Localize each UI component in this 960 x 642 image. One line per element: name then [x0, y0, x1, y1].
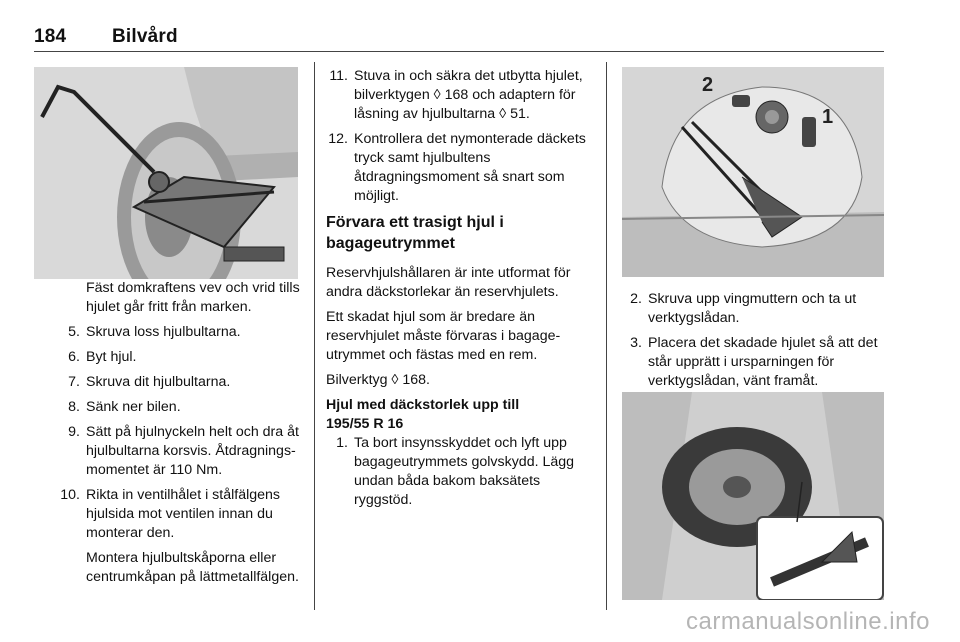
list-item: 10. Rikta in ventilhålet i stålfälgens hjulsida mot ventilen innan du monterar den.: [60, 487, 280, 541]
list-item: 1. Ta bort insynsskyddet och lyft upp bagageutrymmets golvskydd. Lägg undan båda bakom baksätets ryggstöd.: [336, 435, 575, 508]
figure-caption: Fäst domkraftens vev och vrid tills hjulet går fritt från marken.: [86, 280, 300, 315]
toolbox-illustration-svg: [622, 67, 884, 277]
watermark: carmanualsonline.info: [686, 608, 930, 635]
section-heading: Förvara ett trasigt hjul i bagageutrymmet: [326, 214, 504, 252]
right-column: [622, 290, 886, 397]
middle-column: [326, 67, 594, 516]
header-rule: [34, 51, 884, 52]
paragraph: Reservhjulshållaren är inte utformat för andra däckstorlekar än reservhjulets.: [326, 265, 571, 300]
trunk-wheel-illustration-svg: [622, 392, 884, 600]
page-header: [34, 26, 178, 48]
list-item: 9. Sätt på hjulnyckeln helt och dra åt hjulbultarna korsvis. Åtdragningsmomentet är 110 Nm.: [68, 424, 299, 478]
trunk-wheel-illustration: [622, 392, 884, 600]
jack-illustration: [34, 67, 298, 279]
page-number: 184: [34, 26, 67, 47]
jack-illustration-svg: [34, 67, 298, 279]
list-item: 12. Kontrollera det nymonterade däckets tryck samt hjulbultens åtdragningsmoment så snart som möjligt.: [328, 131, 586, 204]
list-item: 2. Skruva upp vingmuttern och ta ut verktygslådan.: [630, 291, 857, 326]
figure-label-1: 1: [822, 106, 834, 128]
list-item: 7. Skruva dit hjulbultarna.: [68, 374, 231, 390]
list-item: 6. Byt hjul.: [68, 349, 137, 365]
paragraph: Bilverktyg ◊ 168.: [326, 372, 431, 388]
list-item: 3. Placera det skadade hjulet så att det står upprätt i ursparningen för verktygslådan, vänt framåt.: [630, 335, 878, 389]
paragraph: Ett skadat hjul som är bredare än reservhjulet måste förvaras i bagageutrymmet och fästas med en rem.: [326, 309, 561, 363]
list-note: Montera hjulbultskåporna eller centrumkåpan på lättmetallfälgen.: [86, 550, 299, 585]
page-title: Bilvård: [112, 26, 178, 47]
column-divider-left: [314, 62, 315, 610]
list-item: 8. Sänk ner bilen.: [68, 399, 181, 415]
toolbox-illustration: [622, 67, 884, 277]
left-column: [34, 279, 300, 593]
list-item: 5. Skruva loss hjulbultarna.: [68, 324, 241, 340]
figure-label-2: 2: [702, 74, 714, 96]
subheading: Hjul med däckstorlek upp till 195/55 R 16: [326, 397, 520, 432]
list-item: 11. Stuva in och säkra det utbytta hjulet, bilverktygen ◊ 168 och adaptern för låsning av hjulbultarna ◊ 51.: [329, 68, 583, 122]
column-divider-right: [606, 62, 607, 610]
